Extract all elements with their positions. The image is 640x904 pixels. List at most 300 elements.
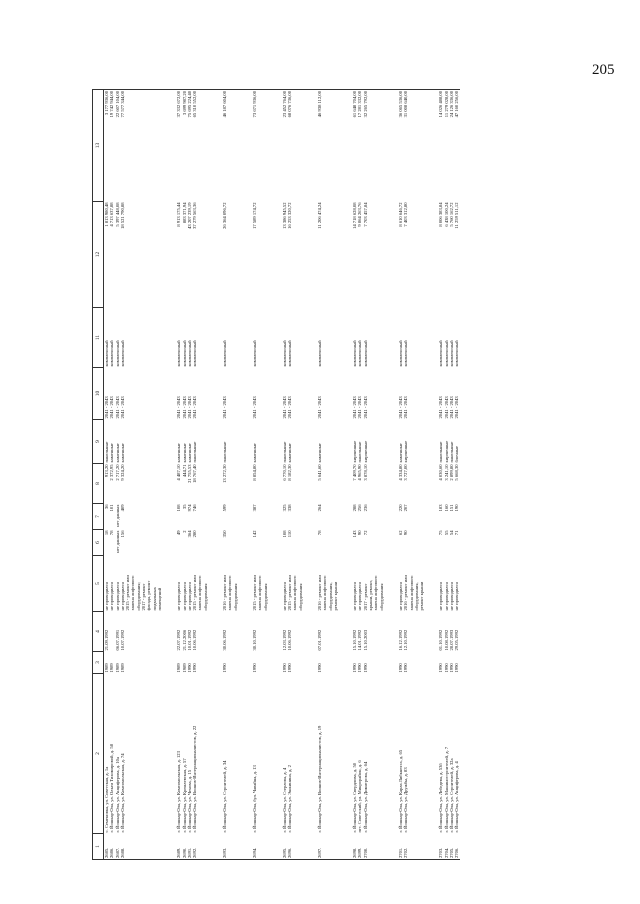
table-cell: комплексный [317,340,322,367]
table-cell: кирпичные [403,440,409,463]
spacer-cell [238,368,252,420]
table-cell: 46 187 604,00 [222,90,227,202]
spacer-cell [268,504,282,530]
table-cell: замена лифтового [197,575,203,611]
table-cell: 1989 [109,663,115,673]
table-cell: 7 409,70 [352,464,358,481]
table-cell: 350 [222,530,228,538]
table-cell: 151 [449,504,455,512]
table-cell: подвальных [151,587,157,611]
spacer-cell [303,202,317,308]
spacer-cell [162,612,176,652]
table-cell: 16 253 320,72 [287,202,293,229]
spacer-cell [384,612,398,652]
spacer-cell [303,612,317,652]
table-cell: 49 [176,530,182,536]
table-cell: 1990 [192,663,198,673]
spacer-cell [268,420,282,464]
spacer-cell [238,556,252,612]
spacer-cell [303,464,317,504]
table-cell: 22 607 104,00 [115,90,120,202]
table-cell: 2693. [222,834,227,860]
table-cell: 108 [176,504,182,512]
table-cell: 22.07.1992 [176,629,182,651]
column-header: 7 [93,504,104,530]
table-cell: нет данных [114,530,120,553]
table-cell: 21 755,53 [186,464,192,483]
housing-repair-table [92,89,460,860]
table-cell: 90 [403,530,409,536]
spacer-cell [424,834,438,860]
table-cell: 72 [362,530,368,536]
table-cell: г. Йошкар-Ола, ул. Дружбы, д. 83 [403,767,409,833]
table-cell: комплексный [449,340,455,367]
spacer-cell [384,652,398,674]
table-cell: 28.07.1993 [449,629,455,651]
table-cell: 65 310 552,00 [192,90,197,202]
table-cell: оборудования [202,583,208,611]
table-cell: 32 265 792,00 [363,90,368,202]
table-cell: не проводился [438,582,444,611]
table-cell: 2015 - ремонт или [125,575,131,611]
column-header: 2 [93,674,104,834]
spacer-cell [424,556,438,612]
table-cell: 409 [119,504,125,512]
spacer-cell [238,530,252,556]
table-cell: 913,20 [104,464,109,478]
table-cell: 2686. [109,834,114,860]
table-cell: г. Йошкар-Ола, ул. Кремлевская, д. 57 [181,758,187,833]
group-spacer [303,90,317,860]
table-cell: панельные [104,441,109,463]
table-cell: г. Йошкар-Ола, ул. Лебедева, д. 53б [438,763,444,833]
table-cell: г. Йошкар-Ола, ул. Строителей, д. 34 [222,760,228,833]
column-header: 5 [93,556,104,612]
table-cell: 11 259 511,12 [454,202,460,229]
spacer-cell [268,530,282,556]
table-cell: 1990 [438,663,444,673]
table-cell: г. Йошкар-Ола, ул. Чехова, д. 15 [186,769,192,833]
table-cell: комплексный [251,340,257,367]
table-cell: 236 [362,504,368,512]
spacer-cell [303,834,317,860]
group-spacer [338,90,352,860]
table-cell: 3 699 987,20 [182,90,187,202]
table-cell: каменные [114,443,120,463]
table-cell: 190 [454,504,460,512]
table-cell: 2041 - 2043 [109,396,115,419]
table-cell: 338 [287,504,293,512]
table-cell: 7 403 312,80 [403,202,409,227]
table-cell: ремонт крыши [419,581,425,611]
spacer-cell [162,530,176,556]
table-cell: комплексный [352,340,358,367]
table-cell: 1990 [352,663,358,673]
table-cell: не проводился [352,582,358,611]
spacer-cell [424,202,438,308]
table-cell: 2690. [182,834,187,860]
spacer-cell [268,90,282,202]
table-cell: помещений [156,587,162,611]
table-cell: не проводился [357,582,363,611]
table-cell: комплексный [119,340,125,367]
table-cell: каменные [186,443,192,463]
table-cell: 31 008 640,00 [403,90,408,202]
table-cell: 2700. [363,834,368,860]
table-cell: 1990 [449,663,455,673]
table-cell: 1 813 980,48 [104,202,109,227]
table-cell: 2689. [176,834,181,860]
column-header: 11 [93,308,104,368]
table-cell: г. Йошкар-Ола, ул. Анциферова, д. 4 [454,761,460,833]
table-cell: г. Йошкар-Ола, ул. Воинов-Интернационалистов, д. 19 [317,725,322,833]
table-cell: 78 [109,530,115,536]
table-cell: оборудования, [413,582,419,611]
table-cell: фасада, ремонт [146,580,152,611]
table-cell: панельные [357,441,363,463]
table-cell: 68 076 736,00 [287,90,292,202]
spacer-cell [338,674,352,834]
table-cell: 1990 [287,663,293,673]
table-cell: 156 [119,530,125,538]
group-spacer [162,90,176,860]
table-cell: не проводился [443,582,449,611]
table-cell: 18 [104,530,109,536]
spacer-cell [268,202,282,308]
table-cell: каменные [397,443,403,463]
spacer-cell [424,504,438,530]
table-cell: комплексный [186,340,192,367]
table-cell: 01.10.1992 [438,629,444,651]
table-cell: г. Йошкар-Ола, ул. Стерлова, д. 4 [281,767,287,833]
spacer-cell [162,674,176,834]
table-cell: оборудования [262,583,268,611]
table-cell: комплексный [443,340,449,367]
table-cell: панельные [281,441,287,463]
table-cell: 2017 - ремонт [141,583,147,611]
table-cell: 15.10.1992 [352,629,358,651]
table-cell: замена лифтового [257,575,263,611]
table-cell: каменные [176,443,182,463]
spacer-cell [384,420,398,464]
spacer-cell [338,308,352,368]
table-cell: г. Йошкар-Ола, ул. Карла Либкнехта, д. 65 [397,749,403,833]
spacer-cell [208,674,222,834]
spacer-cell [424,308,438,368]
column-header: 8 [93,464,104,504]
spacer-cell [384,202,398,308]
spacer-cell [303,674,317,834]
table-cell: 2701. [398,834,403,860]
table-cell: 2704. [444,834,449,860]
table-cell: 14 026 488,00 [438,90,443,202]
table-cell: 13 272,30 [222,464,228,483]
spacer-cell [208,90,222,202]
table-cell: 2041 - 2043 [352,396,358,419]
table-cell: замена лифтового [227,575,233,611]
table-cell: панельные [438,441,444,463]
table-cell: 21.09.1992 [104,629,109,651]
table-cell: не проводился [186,582,192,611]
spacer-cell [424,420,438,464]
table-cell: 2 899,80 [449,464,455,481]
column-header: 3 [93,652,104,674]
spacer-cell [338,202,352,308]
table-cell: 7 703 457,84 [362,202,368,227]
table-cell: 8 182,30 [287,464,293,481]
spacer-cell [208,652,222,674]
table-cell: 1990 [317,663,322,673]
table-cell: нет данных [114,504,120,527]
table-cell: 2 717,20 [114,464,120,481]
table-cell: 73 671 936,00 [252,90,257,202]
spacer-cell [268,834,282,860]
spacer-cell [338,834,352,860]
table-cell: замена лифтового [408,575,414,611]
table-cell: 61 648 704,00 [352,90,357,202]
table-cell: 2699. [357,834,362,860]
table-cell: 2041 - 2043 [317,396,322,419]
group-spacer [238,90,252,860]
table-cell: комплексный [397,340,403,367]
spacer-cell [162,90,176,202]
spacer-cell [338,612,352,652]
table-cell: 160 [443,504,449,512]
rotated-table-container [92,90,552,860]
table-cell: кирпичные [362,440,368,463]
table-cell: крыши, ремонт, [368,579,374,611]
table-cell: комплексный [222,340,228,367]
spacer-cell [338,504,352,530]
table-cell: 599 [222,504,228,512]
column-header: 4 [93,612,104,652]
spacer-cell [384,464,398,504]
table-cell: 1989 [176,663,182,673]
table-cell: 2041 - 2043 [454,396,460,419]
table-cell: не проводился [119,582,125,611]
table-cell: 4 713 637,88 [109,202,115,227]
spacer-cell [424,530,438,556]
spacer-cell [208,202,222,308]
spacer-cell [268,556,282,612]
table-cell: комплексный [109,340,115,367]
table-cell: 5 641,60 [317,464,322,481]
table-cell: 325 [281,504,287,512]
table-cell: 2041 - 2043 [119,396,125,419]
spacer-cell [384,368,398,420]
table-cell: 46 938 112,00 [317,90,322,202]
table-cell: 183 [438,504,444,512]
spacer-cell [384,674,398,834]
table-cell: 280 [192,530,198,538]
table-cell: 1990 [186,663,192,673]
table-cell: комплексный [181,340,187,367]
table-cell: 2687. [115,834,120,860]
spacer-cell [162,308,176,368]
spacer-cell [424,464,438,504]
spacer-cell [384,556,398,612]
spacer-cell [424,652,438,674]
rotated-table-area [92,90,552,860]
table-cell: каменные [287,443,293,463]
table-cell: 07.01.1992 [317,629,322,651]
table-cell: не проводился [454,582,460,611]
spacer-cell [208,834,222,860]
table-cell: 2015 - ремонт или [287,575,293,611]
spacer-cell [238,834,252,860]
table-cell: 2691. [187,834,192,860]
table-cell: кирпичные [443,440,449,463]
table-cell: 8 854,80 [251,464,257,481]
spacer-cell [268,674,282,834]
table-cell: 90 [357,530,363,536]
table-cell: 2016 - ремонт или [222,575,228,611]
table-cell: 2041 - 2043 [281,396,287,419]
table-cell: 14.01.1992 [357,629,363,651]
spacer-cell [162,652,176,674]
spacer-cell [338,90,352,202]
spacer-cell [268,308,282,368]
table-cell: 3 241,10 [443,464,449,481]
table-cell: 9 324,20 [119,464,125,481]
table-cell: 8 006 383,84 [438,202,444,227]
table-cell: 2041 - 2043 [192,396,198,419]
table-cell: комплексный [192,340,198,367]
table-cell: комплексный [281,340,287,367]
table-cell: замена лифтового [292,575,298,611]
table-cell: 62 [397,530,403,536]
spacer-cell [424,368,438,420]
table-cell: 2705. [449,834,454,860]
table-cell: 2703. [438,834,443,860]
page-number: 205 [592,62,615,78]
table-cell: 1989 [104,663,109,673]
table-cell: 2695. [282,834,287,860]
spacer-cell [424,90,438,202]
table-cell: г. Йошкар-Ола, ул. Анциферова, д. 10а [114,757,120,833]
spacer-cell [238,90,252,202]
spacer-cell [208,464,222,504]
table-cell: комплексный [438,340,444,367]
table-cell: 5 397 448,08 [114,202,120,227]
table-row [192,90,197,860]
table-cell: 746 [192,504,198,512]
spacer-cell [238,202,252,308]
table-cell: 2041 - 2043 [362,396,368,419]
table-cell: пгт. Советский, ул. Микрорайон, д. 6 [357,760,363,833]
table-row [454,90,459,860]
table-cell: г. Йошкар-Ола, ул. Строителей, д. 32а [449,758,455,833]
table-cell: 2041 - 2043 [181,396,187,419]
table-cell: с. Семеновка, ул. Советская, д. 1а [104,766,109,833]
table-cell: 1990 [281,663,287,673]
spacer-cell [268,368,282,420]
table-cell: оборудования [297,583,303,611]
table-cell: 10.01.1992 [186,629,192,651]
table-cell: 26 364 096,72 [222,202,228,229]
table-cell: 2692. [192,834,197,860]
table-cell: 13 386 945,52 [281,202,287,229]
table-cell: панельные [222,441,228,463]
spacer-cell [162,368,176,420]
table-cell: 444,71 [181,464,187,478]
table-cell: оборудования; [135,582,141,611]
table-cell: оборудования [378,583,384,611]
table-cell: 21.12.2006 [181,629,187,651]
table-cell: 18 521 790,88 [119,202,125,229]
spacer-cell [338,530,352,556]
table-cell: 12.10.1992 [403,629,409,651]
table-cell: комплексный [357,340,363,367]
spacer-cell [384,834,398,860]
table-cell: 4 965,90 [357,464,363,481]
spacer-cell [384,90,398,202]
spacer-cell [338,464,352,504]
table-cell: 75 695 224,40 [187,90,192,202]
table-cell: комплексный [176,340,182,367]
table-cell: 14 718 628,08 [352,202,358,229]
table-cell: 29.05.1992 [454,629,460,651]
table-cell: 1989 [181,663,187,673]
spacer-cell [338,368,352,420]
table-cell: 2015 - ремонт или [192,575,198,611]
table-cell: 2017 - ремонт [362,583,368,611]
table-cell: 101 [109,504,115,512]
table-cell: 10.08.1992 [443,629,449,651]
table-cell: комплексный [114,340,120,367]
table-cell: 4 487,10 [176,464,182,481]
table-cell: комплексный [104,340,109,367]
table-cell: 23 452 764,00 [282,90,287,202]
table-cell: 37 279 563,36 [192,202,198,229]
spacer-cell [268,612,282,652]
table-cell: не проводился [104,582,109,611]
table-cell: 2041 - 2043 [438,396,444,419]
table-cell: 207 [403,504,409,512]
table-cell: 10.07.1992 [119,629,125,651]
table-cell: 2688. [120,834,125,860]
table-cell: 256 [357,504,363,512]
table-cell: 108 [281,530,287,538]
table-cell: г. Йошкар-Ола, ул. Эшкинина, д. 2 [287,765,293,833]
group-spacer [384,90,398,860]
column-header: 1 [93,834,104,860]
table-cell: 2685. [104,834,110,860]
table-cell: 18 767,40 [192,464,198,483]
table-cell: г. Йошкар-Ола, ул. Воинов-Интернационалистов, д. 22 [192,725,198,833]
table-cell: блочные [454,445,460,463]
table-cell: 4 030,60 [438,464,444,481]
spacer-cell [208,556,222,612]
table-cell: 2697. [317,834,322,860]
spacer-cell [238,308,252,368]
spacer-cell [162,556,176,612]
table-cell: 143 [352,530,358,538]
table-cell: 8 913 175,44 [176,202,182,227]
table-cell: не проводился [109,582,115,611]
table-cell: 11 279 028,00 [444,90,449,202]
table-cell: каменные [109,443,115,463]
table-cell: 12.03.1992 [281,629,287,651]
table-cell: панельные [192,441,198,463]
table-cell: 3 177 936,00 [104,90,110,202]
spacer-cell [208,530,222,556]
table-cell: кирпичные [352,440,358,463]
group-spacer [208,90,222,860]
table-cell: 2041 - 2043 [403,396,409,419]
spacer-cell [238,504,252,530]
table-cell: 77 577 344,00 [120,90,125,202]
